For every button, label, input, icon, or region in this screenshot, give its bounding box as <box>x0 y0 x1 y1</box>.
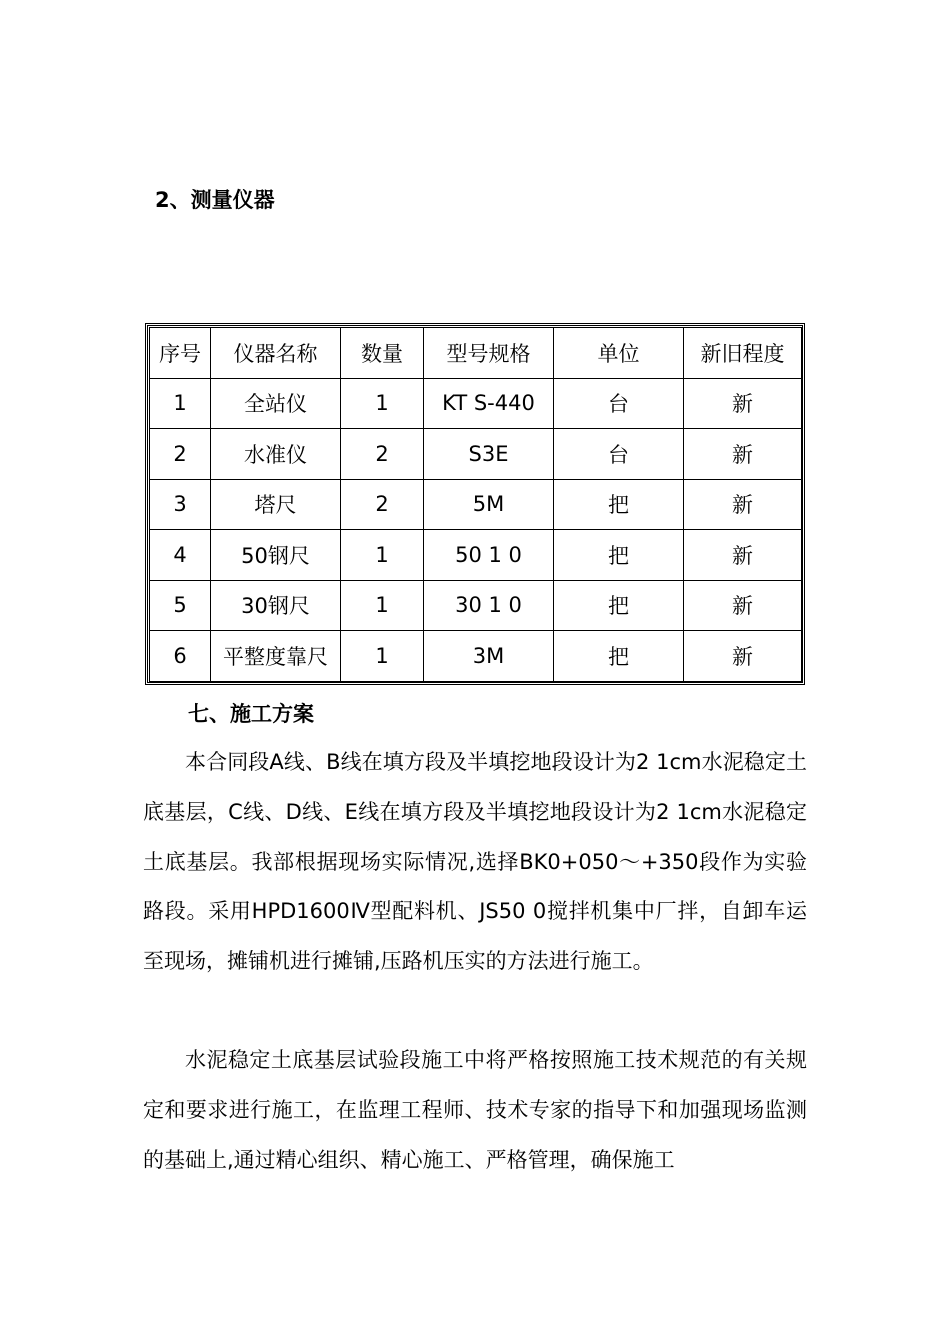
table-header-row <box>150 328 802 379</box>
cell-condition: 新 <box>684 530 802 581</box>
cell-quantity: 2 <box>341 479 424 530</box>
cell-serial-number: 3 <box>150 479 211 530</box>
paragraph-plan-overview: 本合同段A线、B线在填方段及半填挖地段设计为2 1cm水泥稳定土底基层，C线、D线、E线在填方段及半填挖地段设计为2 1cm水泥稳定土底基层。我部根据现场实际情况,选择BK0+050～+350段作为实验路段。采用HPD1600Ⅳ型配料机、JS50 0搅拌机集中厂拌，自卸车运至现场，摊铺机进行摊铺,压路机压实的方法进行施工。 <box>143 750 807 974</box>
cell-instrument-name: 塔尺 <box>211 479 341 530</box>
cell-condition: 新 <box>684 479 802 530</box>
cell-quantity: 1 <box>341 530 424 581</box>
cell-model-spec: 50 1 0 <box>424 530 554 581</box>
header-cell-condition: 新旧程度 <box>684 328 802 379</box>
cell-model-spec: KT S-440 <box>424 378 554 429</box>
cell-unit: 台 <box>554 429 684 480</box>
cell-unit: 把 <box>554 580 684 631</box>
table-row <box>150 479 802 530</box>
cell-quantity: 1 <box>341 378 424 429</box>
cell-serial-number: 2 <box>150 429 211 480</box>
cell-model-spec: 3M <box>424 631 554 682</box>
table-row <box>150 378 802 429</box>
cell-serial-number: 6 <box>150 631 211 682</box>
header-cell-instrument-name: 仪器名称 <box>211 328 341 379</box>
table-row <box>150 429 802 480</box>
header-cell-quantity: 数量 <box>341 328 424 379</box>
section-heading-measuring-instruments: 2、测量仪器 <box>155 188 275 212</box>
header-cell-unit: 单位 <box>554 328 684 379</box>
table-row <box>150 530 802 581</box>
cell-condition: 新 <box>684 631 802 682</box>
cell-serial-number: 4 <box>150 530 211 581</box>
cell-serial-number: 5 <box>150 580 211 631</box>
cell-instrument-name: 30钢尺 <box>211 580 341 631</box>
cell-quantity: 1 <box>341 580 424 631</box>
cell-quantity: 1 <box>341 631 424 682</box>
instrument-table-body <box>150 328 802 682</box>
section-heading-construction-plan: 七、施工方案 <box>188 702 314 726</box>
cell-unit: 把 <box>554 479 684 530</box>
cell-instrument-name: 平整度靠尺 <box>211 631 341 682</box>
cell-model-spec: 30 1 0 <box>424 580 554 631</box>
cell-instrument-name: 全站仪 <box>211 378 341 429</box>
table-row <box>150 631 802 682</box>
cell-quantity: 2 <box>341 429 424 480</box>
cell-unit: 把 <box>554 530 684 581</box>
cell-instrument-name: 水准仪 <box>211 429 341 480</box>
cell-serial-number: 1 <box>150 378 211 429</box>
header-cell-serial-number: 序号 <box>150 328 211 379</box>
instrument-table <box>149 327 802 682</box>
cell-instrument-name: 50钢尺 <box>211 530 341 581</box>
paragraph-plan-requirements: 水泥稳定土底基层试验段施工中将严格按照施工技术规范的有关规定和要求进行施工，在监理工程师、技术专家的指导下和加强现场监测的基础上,通过精心组织、精心施工、严格管理，确保施工 <box>143 1048 807 1172</box>
cell-condition: 新 <box>684 378 802 429</box>
cell-unit: 把 <box>554 631 684 682</box>
table-row <box>150 580 802 631</box>
cell-condition: 新 <box>684 429 802 480</box>
cell-unit: 台 <box>554 378 684 429</box>
header-cell-model-spec: 型号规格 <box>424 328 554 379</box>
cell-model-spec: 5M <box>424 479 554 530</box>
cell-condition: 新 <box>684 580 802 631</box>
cell-model-spec: S3E <box>424 429 554 480</box>
